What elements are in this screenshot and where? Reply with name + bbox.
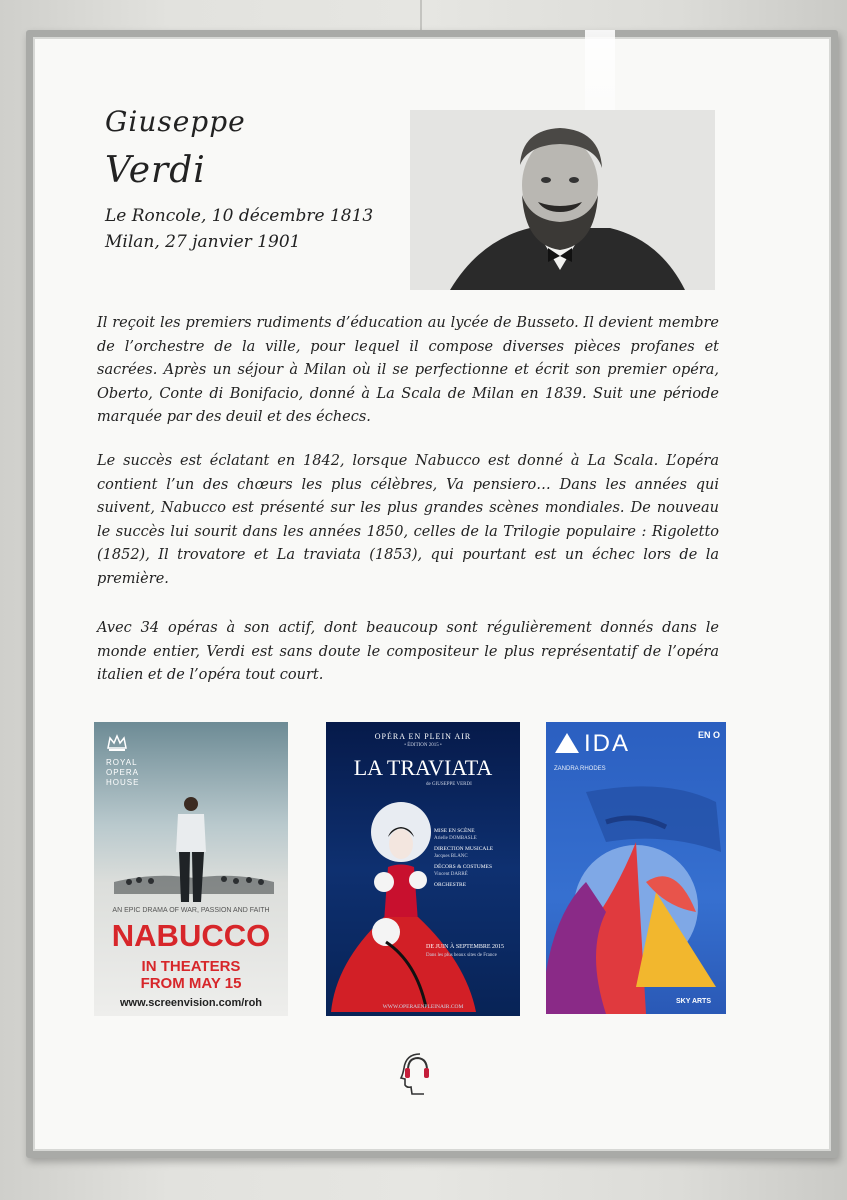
composer-last-name: Verdi xyxy=(105,150,206,191)
poster-traviata-credit-1: MISE EN SCÈNE xyxy=(434,828,475,834)
poster-nabucco-house-2: OPERA xyxy=(106,768,140,777)
poster-traviata-venue: Dans les plus beaux sites de France xyxy=(426,953,497,958)
poster-aida xyxy=(546,722,726,1014)
biography-paragraph: Il reçoit les premiers rudiments d’éducation au lycée de Busseto. Il devient membre de l’orchestre de la ville, pour lequel il compose diverses pièces profanes et sacrées. Après un séjour à Milan où il se perfectionne et écrit son premier opéra, Oberto, Conte di Bonifacio, donné à La Scala de Milan en 1839. Suit une période marquée par des deuil et des échecs. xyxy=(97,315,719,425)
poster-aida-credit-2: SKY ARTS xyxy=(676,998,712,1005)
poster-traviata xyxy=(326,722,520,1016)
poster-traviata-title: LA TRAVIATA xyxy=(353,755,493,780)
triangle-a-icon xyxy=(554,732,580,754)
poster-traviata-credit-2: DIRECTION MUSICALE xyxy=(434,846,494,852)
poster-nabucco-title: NABUCCO xyxy=(111,918,271,953)
biography-paragraph: Avec 34 opéras à son actif, dont beaucoup sont régulièrement donnés dans le monde entier, Verdi est sans doute le compositeur le plus représentatif de l’opéra italien et de l’opéra tout court. xyxy=(97,620,719,683)
poster-traviata-header: OPÉRA EN PLEIN AIR xyxy=(374,732,472,741)
poster-traviata-credit-4: ORCHESTRE xyxy=(434,882,467,888)
poster-aida-artwork xyxy=(546,772,726,1014)
composer-first-name: Giuseppe xyxy=(105,105,246,138)
composer-birth: Le Roncole, 10 décembre 1813 xyxy=(105,206,374,226)
poster-nabucco xyxy=(94,722,288,1016)
poster-traviata-credit-3: DÉCORS & COSTUMES xyxy=(434,864,493,870)
poster-nabucco-house-3: HOUSE xyxy=(106,778,140,787)
composer-death: Milan, 27 janvier 1901 xyxy=(105,232,301,252)
wall-seam xyxy=(420,0,422,32)
poster-nabucco-release-1: IN THEATERS xyxy=(141,958,241,975)
biography-paragraph: Le succès est éclatant en 1842, lorsque Nabucco est donné à La Scala. L’opéra contient l’un des chœurs les plus célèbres, Va pensiero… Dans les années qui suivent, Nabucco est présenté sur les plus grandes scènes mondiales. De nouveau le succès lui sourit dans les années 1850, celles de la Trilogie populaire : Rigoletto (1852), Il trovatore et La traviata (1853), qui pourtant est un échec lors de la première. xyxy=(97,453,719,587)
headphones-profile-icon xyxy=(398,1050,432,1098)
poster-traviata-artwork xyxy=(326,792,520,1016)
poster-nabucco-tagline: AN EPIC DRAMA OF WAR, PASSION AND FAITH xyxy=(112,907,270,914)
poster-aida-brand: EN O xyxy=(698,730,721,740)
poster-aida-credit-1: ZANDRA RHODES xyxy=(554,766,606,772)
poster-traviata-composer: de GIUSEPPE VERDI xyxy=(426,782,472,787)
poster-traviata-dates: DE JUIN À SEPTEMBRE 2015 xyxy=(426,944,505,950)
poster-aida-title: IDA xyxy=(584,730,631,757)
poster-nabucco-house-1: ROYAL xyxy=(106,758,138,767)
poster-nabucco-url: www.screenvision.com/roh xyxy=(119,997,263,1009)
composer-portrait xyxy=(410,110,715,290)
poster-traviata-url: WWW.OPERAENPLEINAIR.COM xyxy=(382,1004,464,1010)
poster-traviata-credit-3-name: Vincent DARRÉ xyxy=(434,872,468,877)
poster-traviata-edition: • ÉDITION 2015 • xyxy=(404,743,442,748)
poster-nabucco-release-2: FROM MAY 15 xyxy=(140,975,242,992)
poster-traviata-credit-1-name: Arielle DOMBASLE xyxy=(434,836,477,841)
poster-traviata-credit-2-name: Jacques BLANC xyxy=(434,854,468,859)
crown-crest-icon xyxy=(106,732,128,754)
